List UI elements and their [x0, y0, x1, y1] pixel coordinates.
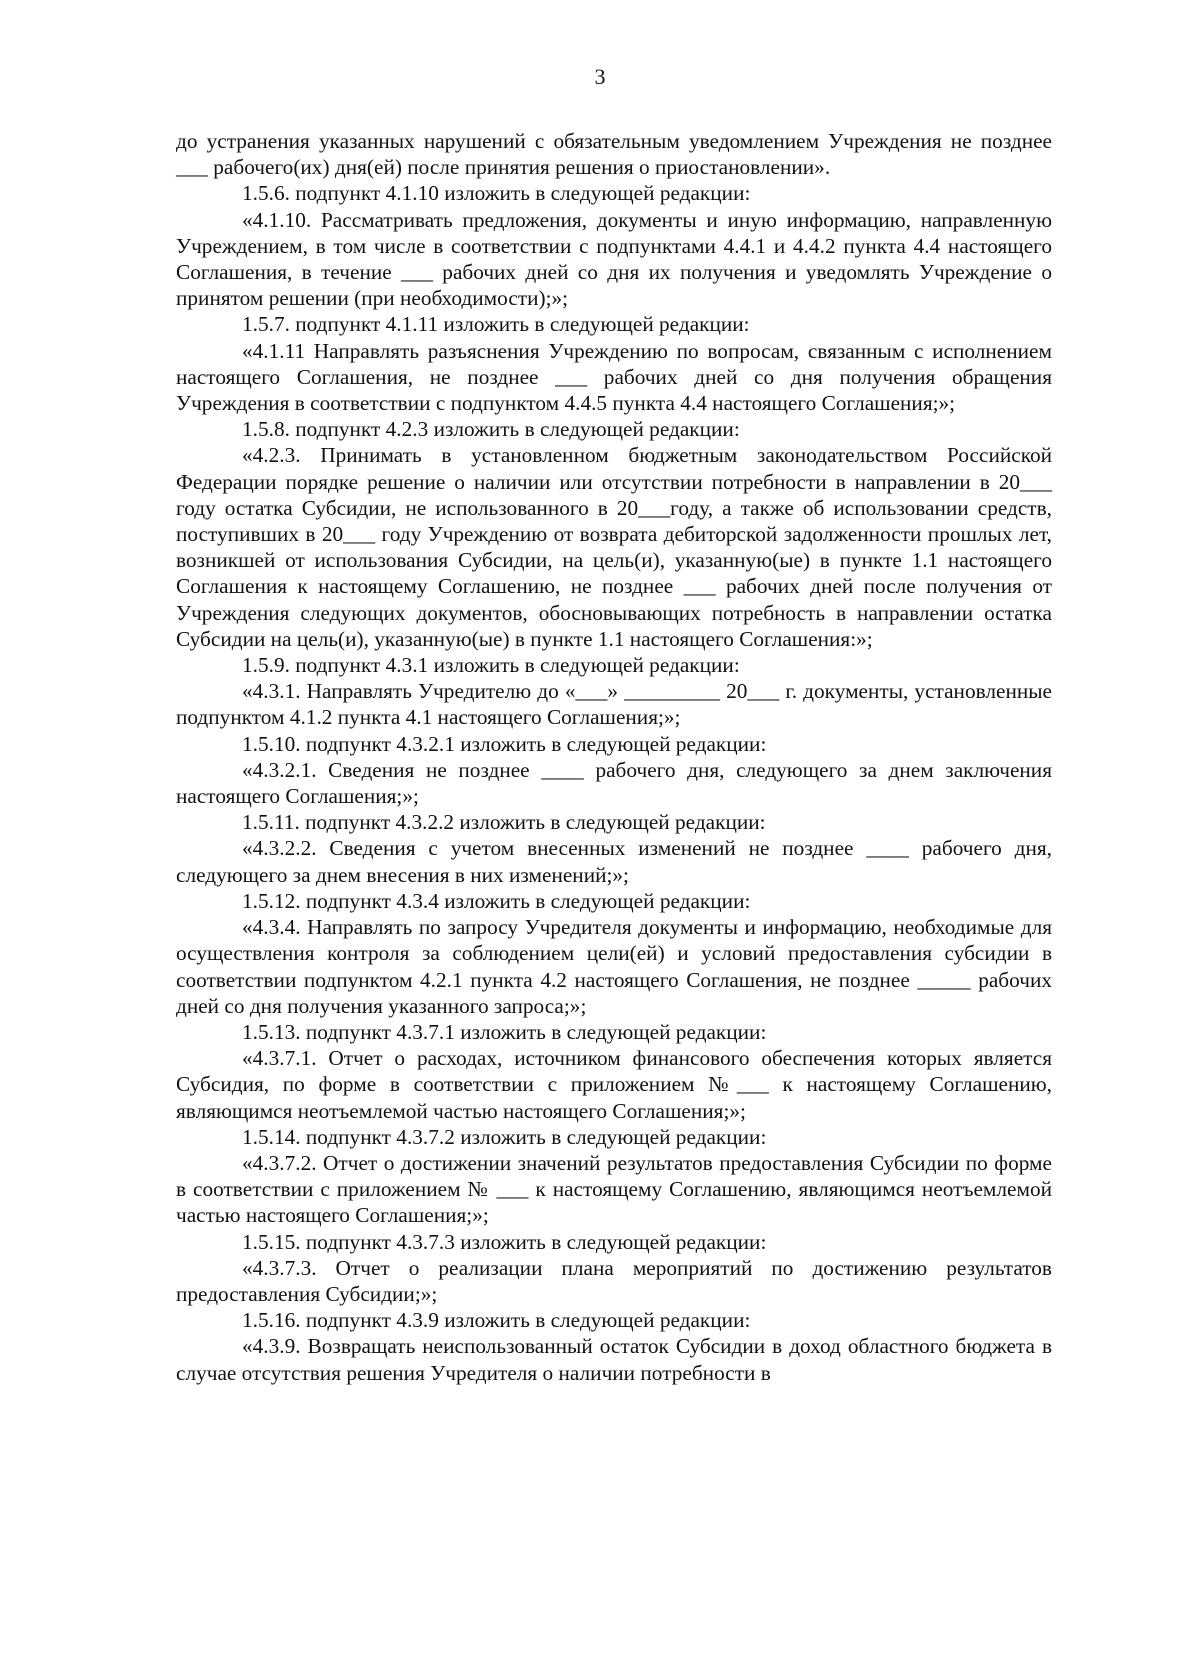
- amendment-item: 1.5.15. подпункт 4.3.7.3 изложить в следующей редакции:: [242, 1229, 767, 1254]
- amendment-text: «4.1.11 Направлять разъяснения Учреждению по вопросам, связанным с исполнением настоящего Соглашения, не позднее ___ рабочих дней со дня получения обращения Учреждения в соответствии с подпунктом 4.4.5 пункта 4.4 настоящего Соглашения;»;: [176, 338, 1052, 416]
- document-body: [176, 128, 1052, 1386]
- amendment-text: «4.3.7.2. Отчет о достижении значений результатов предоставления Субсидии по форме в соответствии с приложением № ___ к настоящему Соглашению, являющимся неотъемлемой частью настоящего Соглашения;»;: [176, 1150, 1052, 1228]
- amendment-item: 1.5.6. подпункт 4.1.10 изложить в следующей редакции:: [242, 181, 751, 206]
- amendment-item: 1.5.12. подпункт 4.3.4 изложить в следующей редакции:: [242, 888, 751, 913]
- amendment-item: 1.5.11. подпункт 4.3.2.2 изложить в следующей редакции:: [242, 810, 766, 835]
- paragraph-continuation: до устранения указанных нарушений с обязательным уведомлением Учреждения не позднее ___ рабочего(их) дня(ей) после принятия решения о приостановлении».: [176, 129, 1052, 180]
- amendment-text: «4.1.10. Рассматривать предложения, документы и иную информацию, направленную Учреждением, в том числе в соответствии с подпунктами 4.4.1 и 4.4.2 пункта 4.4 настоящего Соглашения, в течение ___ рабочих дней со дня их получения и уведомлять Учреждение о принятом решении (при необходимости);»;: [176, 207, 1052, 311]
- amendment-item: 1.5.14. подпункт 4.3.7.2 изложить в следующей редакции:: [242, 1124, 767, 1149]
- amendment-item: 1.5.10. подпункт 4.3.2.1 изложить в следующей редакции:: [242, 731, 767, 756]
- amendment-item: 1.5.7. подпункт 4.1.11 изложить в следующей редакции:: [242, 312, 750, 337]
- amendment-text: «4.3.7.3. Отчет о реализации плана мероприятий по достижению результатов предоставления Субсидии;»;: [176, 1255, 1052, 1306]
- amendment-text: «4.3.1. Направлять Учредителю до «___» _________ 20___ г. документы, установленные подпунктом 4.1.2 пункта 4.1 настоящего Соглашения;»;: [176, 679, 1052, 730]
- amendment-item: 1.5.13. подпункт 4.3.7.1 изложить в следующей редакции:: [242, 1019, 767, 1044]
- amendment-text: «4.3.2.2. Сведения с учетом внесенных изменений не позднее ____ рабочего дня, следующего за днем внесения в них изменений;»;: [176, 836, 1052, 887]
- amendment-text: «4.2.3. Принимать в установленном бюджетным законодательством Российской Федерации порядке решение о наличии или отсутствии потребности в направлении в 20___ году остатка Субсидии, не использованного в 20___году, а также об использовании средств, поступивших в 20___ году Учреждению от возврата дебиторской задолженности прошлых лет, возникшей от использования Субсидии, на цель(и), указанную(ые) в пункте 1.1 настоящего Соглашения к настоящему Соглашению, не позднее ___ рабочих дней после получения от Учреждения следующих документов, обосновывающих потребность в направлении остатка Субсидии на цель(и), указанную(ые) в пункте 1.1 настоящего Соглашения:»;: [176, 443, 1052, 651]
- amendment-item: 1.5.16. подпункт 4.3.9 изложить в следующей редакции:: [242, 1308, 751, 1333]
- amendment-item: 1.5.9. подпункт 4.3.1 изложить в следующей редакции:: [242, 653, 740, 678]
- page-number: 3: [594, 64, 606, 89]
- amendment-text: «4.3.7.1. Отчет о расходах, источником финансового обеспечения которых является Субсидия, по форме в соответствии с приложением №___ к настоящему Соглашению, являющимся неотъемлемой частью настоящего Соглашения;»;: [176, 1046, 1052, 1123]
- amendment-text: «4.3.4. Направлять по запросу Учредителя документы и информацию, необходимые для осуществления контроля за соблюдением цели(ей) и условий предоставления субсидии в соответствии подпунктом 4.2.1 пункта 4.2 настоящего Соглашения, не позднее _____ рабочих дней со дня получения указанного запроса;»;: [176, 915, 1052, 1018]
- amendment-item: 1.5.8. подпункт 4.2.3 изложить в следующей редакции:: [242, 417, 740, 442]
- amendment-text: «4.3.9. Возвращать неиспользованный остаток Субсидии в доход областного бюджета в случае отсутствия решения Учредителя о наличии потребности в: [176, 1334, 1052, 1385]
- amendment-text: «4.3.2.1. Сведения не позднее ____ рабочего дня, следующего за днем заключения настоящего Соглашения;»;: [176, 757, 1052, 809]
